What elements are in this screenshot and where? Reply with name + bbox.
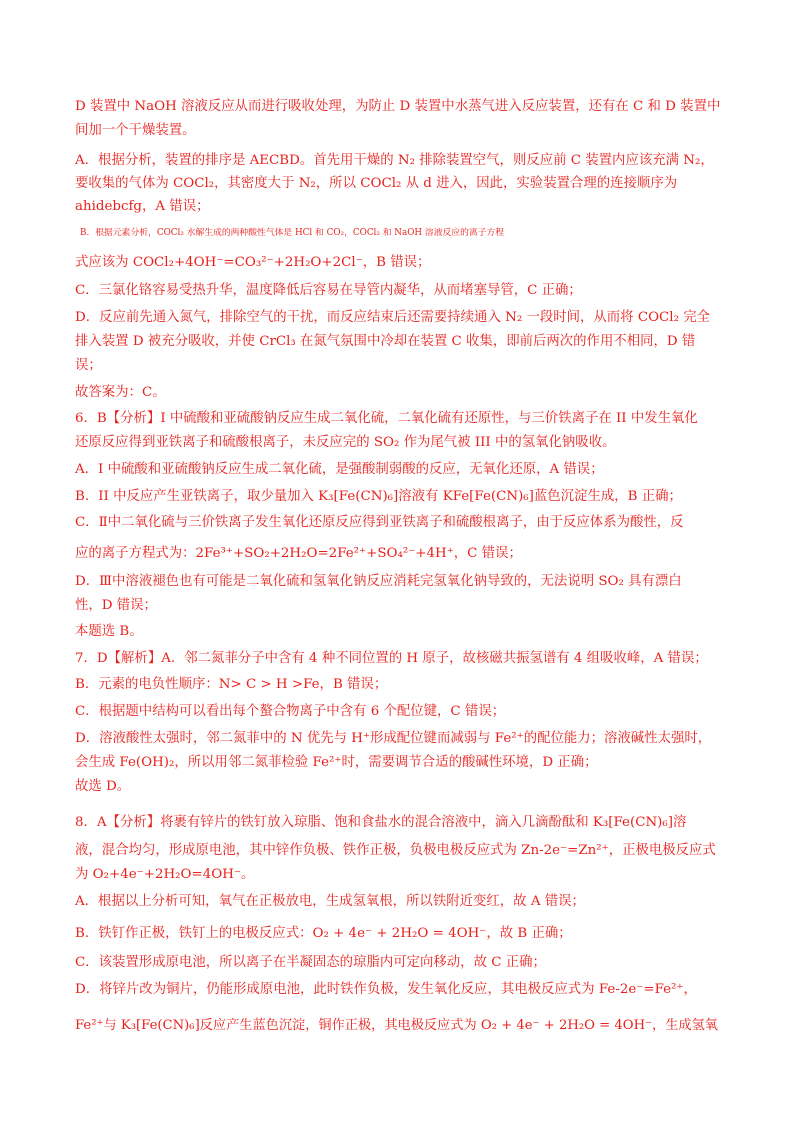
text-line: D 装置中 NaOH 溶液反应从而进行吸收处理，为防止 D 装置中水蒸气进入反应装置，还有在 C 和 D 装置中 [75, 99, 721, 114]
text-line: C．根据题中结构可以看出每个螯合物离子中含有 6 个配位键，C 错误； [75, 704, 506, 719]
text-line: 为 O₂+4e⁻+2H₂O=4OH⁻。 [75, 867, 255, 882]
text-line: 会生成 Fe(OH)₂，所以用邻二氮菲检验 Fe²⁺时，需要调节合适的酸碱性环境，D 正确； [75, 755, 598, 770]
text-line: 还原反应得到亚铁离子和硫酸根离子，未反应完的 SO₂ 作为尾气被 III 中的氢氧化钠吸收。 [75, 435, 616, 450]
text-line: C．该装置形成原电池，所以离子在半凝固态的琼脂内可定向移动，故 C 正确； [75, 955, 546, 970]
text-line: Fe²⁺与 K₃[Fe(CN)₆]反应产生蓝色沉淀，铜作正极，其电极反应式为 O₂ + 4e⁻ + 2H₂O = 4OH⁻，生成氢氧 [75, 1018, 718, 1033]
text-line: 性，D 错误； [75, 598, 157, 613]
text-line: D．反应前先通入氮气，排除空气的干扰，而反应结束后还需要持续通入 N₂ 一段时间，从而将 COCl₂ 完全 [75, 310, 710, 325]
text-line: D．溶液酸性太强时，邻二氮菲中的 N 优先与 H⁺形成配位键而减弱与 Fe²⁺的配位能力；溶液碱性太强时， [75, 731, 712, 746]
text-line: B．根据元素分析，COCl₂ 水解生成的两种酸性气体是 HCl 和 CO₂，COCl₂ 和 NaOH 溶液反应的离子方程 [80, 228, 505, 238]
text-line: C．三氯化铬容易受热升华，温度降低后容易在导管内凝华，从而堵塞导管，C 正确； [75, 283, 582, 298]
text-line: D．Ⅲ中溶液褪色也有可能是二氧化硫和氢氧化钠反应消耗完氢氧化钠导致的，无法说明 SO₂ 具有漂白 [75, 574, 682, 589]
text-line: 液，混合均匀，形成原电池，其中锌作负极、铁作正极，负极电极反应式为 Zn-2e⁻=Zn²⁺，正极电极反应式 [75, 843, 716, 858]
text-line: 误； [75, 358, 102, 373]
text-line: 6．B【分析】I 中硫酸和亚硫酸钠反应生成二氧化硫，二氧化硫有还原性，与三价铁离子在 II 中发生氧化 [75, 411, 698, 426]
text-line: B．元素的电负性顺序：N> C > H >Fe，B 错误； [75, 677, 388, 692]
text-line: C．Ⅱ中二氧化硫与三价铁离子发生氧化还原反应得到亚铁离子和硫酸根离子，由于反应体系为酸性，反 [75, 515, 684, 530]
text-line: D．将锌片改为铜片，仍能形成原电池，此时铁作负极，发生氧化反应，其电极反应式为 Fe-2e⁻=Fe²⁺， [75, 982, 697, 997]
text-line: 8．A【分析】将裹有锌片的铁钉放入琼脂、饱和食盐水的混合溶液中，滴入几滴酚酞和 K₃[Fe(CN)₆]溶 [75, 815, 687, 830]
text-line: A．根据以上分析可知，氧气在正极放电，生成氢氧根，所以铁附近变红，故 A 错误； [75, 894, 585, 909]
text-line: 式应该为 COCl₂+4OH⁻=CO₃²⁻+2H₂O+2Cl⁻，B 错误； [75, 255, 431, 270]
text-line: 7．D【解析】A．邻二氮菲分子中含有 4 种不同位置的 H 原子，故核磁共振氢谱有 4 组吸收峰，A 错误； [75, 651, 708, 666]
text-line: 故选 D。 [75, 779, 131, 794]
text-line: ahidebcfg，A 错误； [75, 199, 210, 214]
text-line: A．I 中硫酸和亚硫酸钠反应生成二氧化硫，是强酸制弱酸的反应，无氧化还原，A 错误； [75, 462, 604, 477]
text-line: 应的离子方程式为：2Fe³⁺+SO₂+2H₂O=2Fe²⁺+SO₄²⁻+4H⁺，C 错误； [75, 546, 522, 561]
text-line: 要收集的气体为 COCl₂，其密度大于 N₂，所以 COCl₂ 从 d 进入，因此，实验装置合理的连接顺序为 [75, 176, 678, 191]
text-line: 本题选 B。 [75, 624, 143, 639]
text-line: B．II 中反应产生亚铁离子，取少量加入 K₃[Fe(CN)₆]溶液有 KFe[Fe(CN)₆]蓝色沉淀生成，B 正确； [75, 489, 682, 504]
text-line: A．根据分析，装置的排序是 AECBD。首先用干燥的 N₂ 排除装置空气，则反应前 C 装置内应该充满 N₂， [75, 153, 714, 168]
text-line: 故答案为：C。 [75, 385, 166, 400]
text-line: 排入装置 D 被充分吸收，并使 CrCl₃ 在氮气氛围中冷却在装置 C 收集，即前后两次的作用不相同，D 错 [75, 334, 696, 349]
text-line: B．铁钉作正极，铁钉上的电极反应式：O₂ + 4e⁻ + 2H₂O = 4OH⁻，故 B 正确； [75, 926, 572, 941]
text-line: 间加一个干燥装置。 [75, 123, 196, 138]
